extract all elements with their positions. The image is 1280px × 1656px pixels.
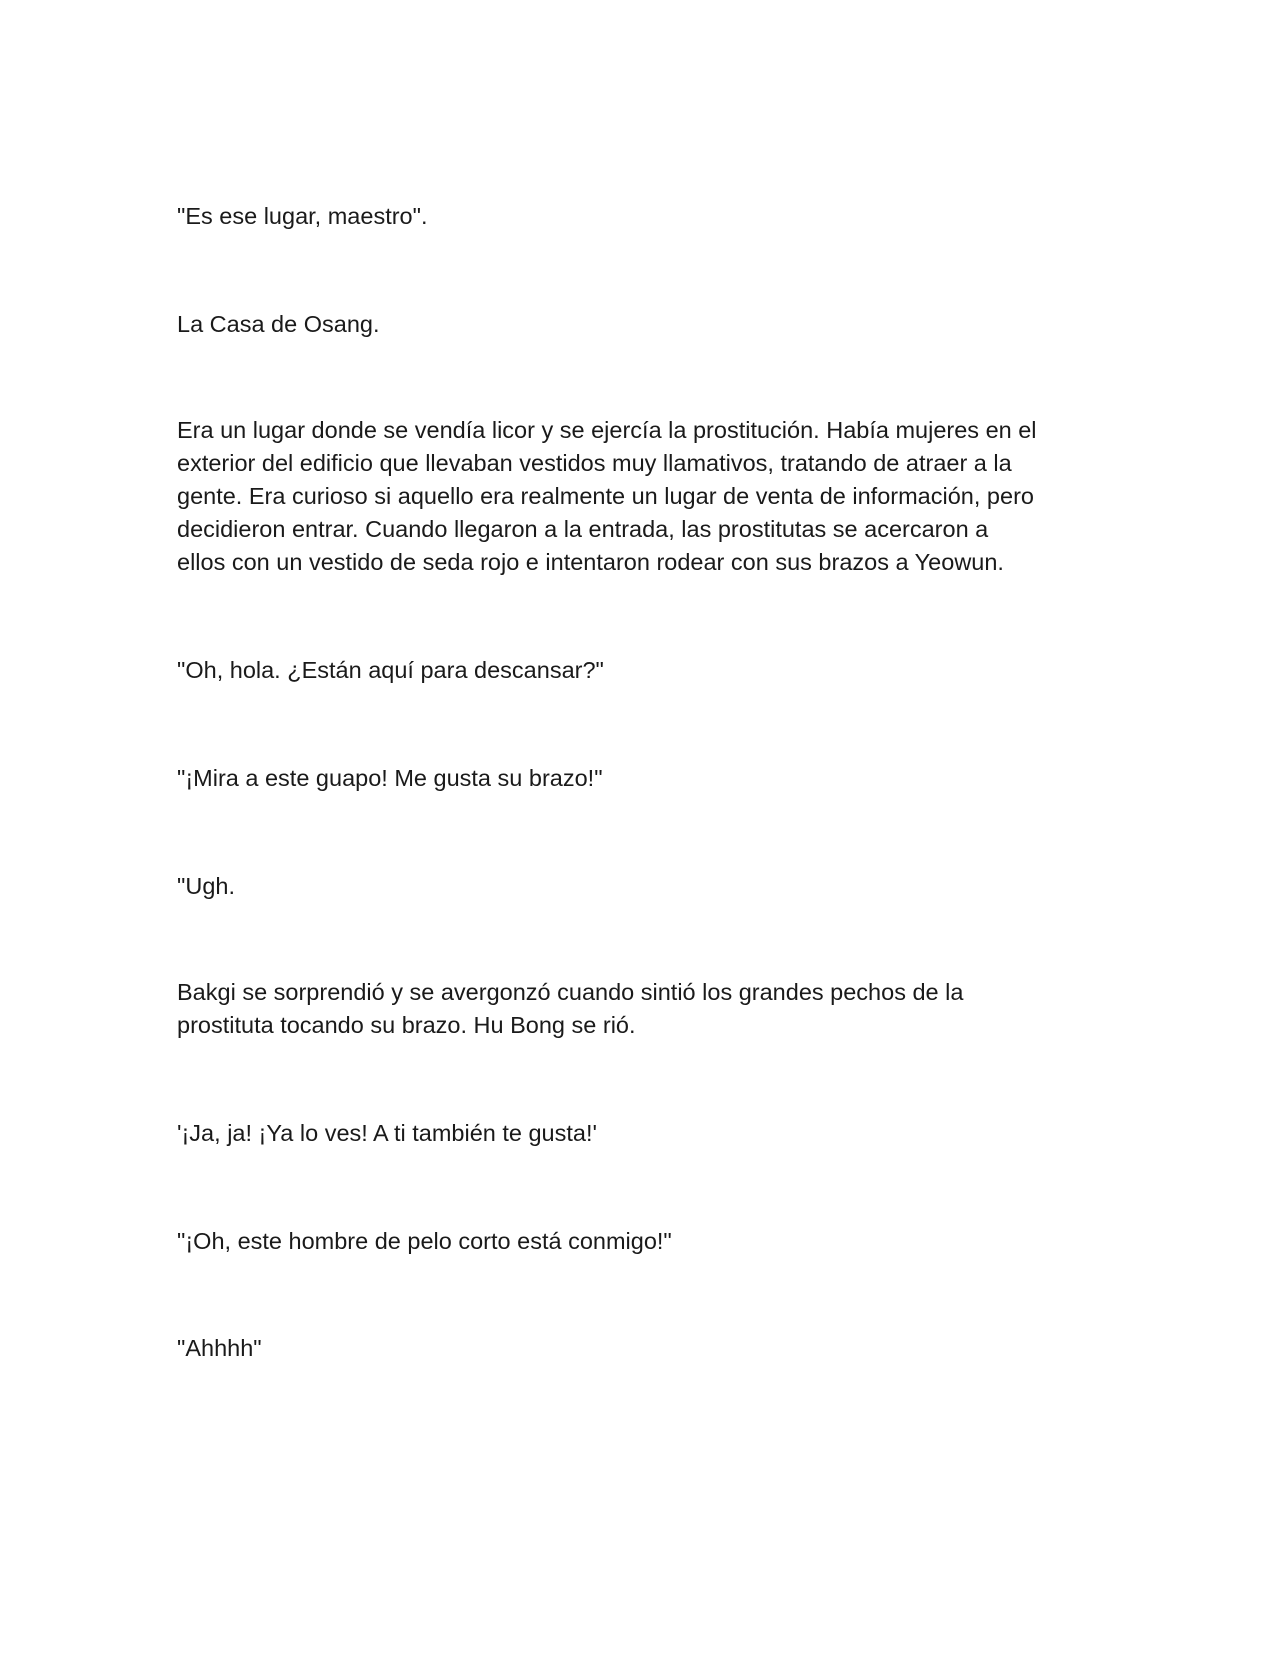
paragraph-4: "Oh, hola. ¿Están aquí para descansar?" <box>177 657 604 683</box>
paragraph-8: '¡Ja, ja! ¡Ya lo ves! A ti también te gusta!' <box>177 1120 597 1146</box>
paragraph-9: "¡Oh, este hombre de pelo corto está conmigo!" <box>177 1228 672 1254</box>
paragraph-3: Era un lugar donde se vendía licor y se ejercía la prostitución. Había mujeres en el exterior del edificio que llevaban vestidos muy llamativos, tratando de atraer a la gente. Era curioso si aquello era realmente un lugar de venta de información, pero decidieron entrar. Cuando llegaron a la entrada, las prostitutas se acercaron a ellos con un vestido de seda rojo e intentaron rodear con sus brazos a Yeowun. <box>177 417 1037 575</box>
paragraph-2: La Casa de Osang. <box>177 311 380 337</box>
paragraph-10: "Ahhhh" <box>177 1335 262 1361</box>
paragraph-7: Bakgi se sorprendió y se avergonzó cuando sintió los grandes pechos de la prostituta tocando su brazo. Hu Bong se rió. <box>177 979 964 1038</box>
paragraph-1: "Es ese lugar, maestro". <box>177 203 428 229</box>
paragraph-5: "¡Mira a este guapo! Me gusta su brazo!" <box>177 765 603 791</box>
paragraph-6: "Ugh. <box>177 873 235 899</box>
